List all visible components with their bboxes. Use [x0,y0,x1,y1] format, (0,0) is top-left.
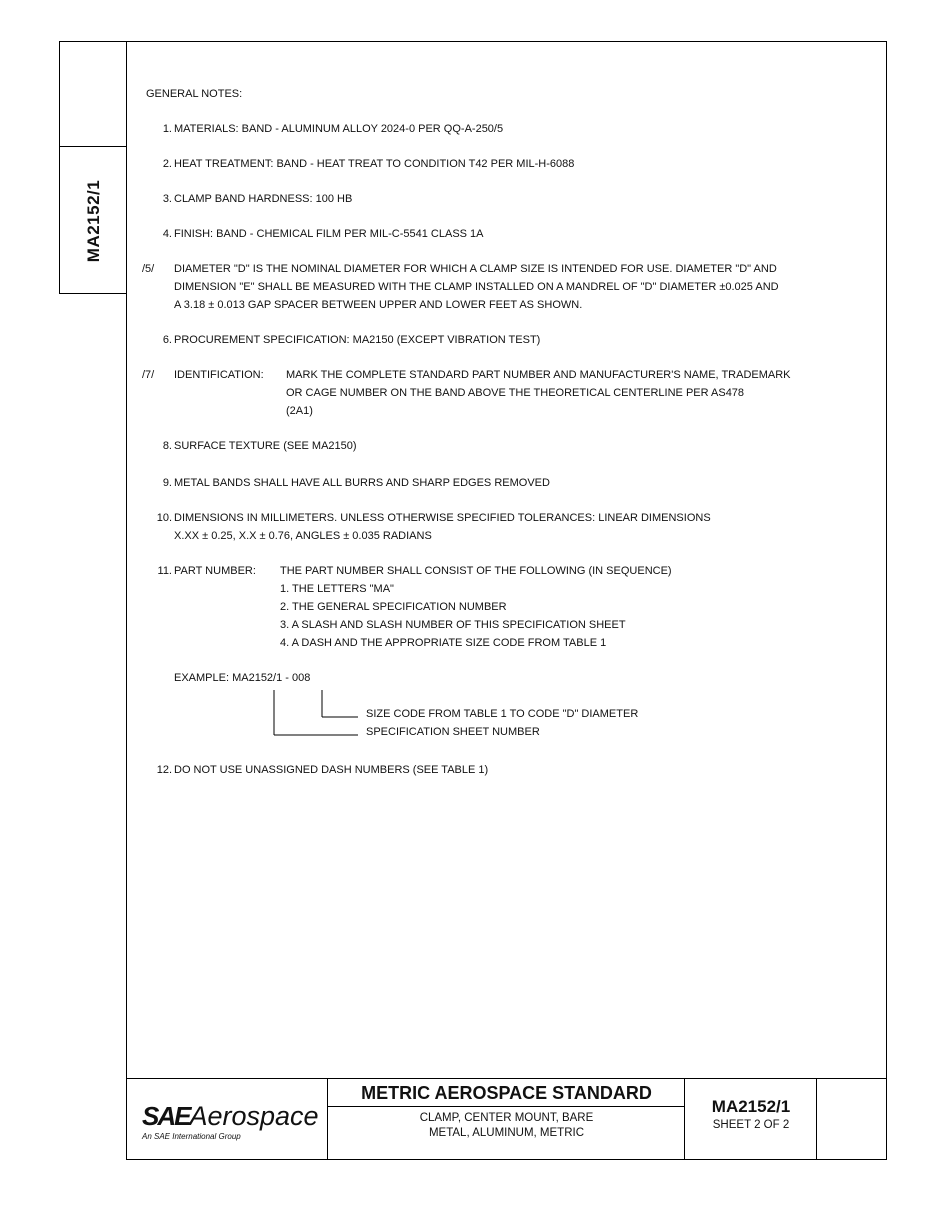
description-line: CLAMP, CENTER MOUNT, BARE [419,1112,594,1124]
note-text: FINISH: BAND - CHEMICAL FILM PER MIL-C-5541 CLASS 1A [174,228,484,240]
part-number-intro: THE PART NUMBER SHALL CONSIST OF THE FOLLOWING (IN SEQUENCE) [280,565,672,577]
note-number: 11. [157,565,172,577]
note-text-line: (2A1) [286,405,313,417]
note-flag-number: /7/ [142,369,155,381]
side-tab-doc-id: MA2152/1 [84,179,103,263]
note-number: 3. [162,193,172,205]
note-flag-number: /5/ [142,263,155,275]
note-text: PROCUREMENT SPECIFICATION: MA2150 (EXCEPT VIBRATION TEST) [174,334,541,346]
note-text: DO NOT USE UNASSIGNED DASH NUMBERS (SEE TABLE 1) [174,764,489,776]
identification-label: IDENTIFICATION: [174,369,264,381]
note-text-line: DIMENSION "E" SHALL BE MEASURED WITH THE CLAMP INSTALLED ON A MANDREL OF "D" DIAMETER ±0.025 AND [174,281,779,293]
sheet-number: SHEET 2 OF 2 [712,1119,790,1131]
note-number: 8. [162,440,172,452]
note-text-line: X.XX ± 0.25, X.X ± 0.76, ANGLES ± 0.035 RADIANS [174,530,432,542]
description-line: METAL, ALUMINUM, METRIC [428,1127,585,1139]
note-text-line: OR CAGE NUMBER ON THE BAND ABOVE THE THEORETICAL CENTERLINE PER AS478 [286,387,745,399]
sequence-item: 2. THE GENERAL SPECIFICATION NUMBER [280,601,507,613]
note-number: 1. [162,123,172,135]
title-block [126,1078,887,1160]
standard-title: METRIC AEROSPACE STANDARD [328,1083,685,1107]
note-text-line: A 3.18 ± 0.013 GAP SPACER BETWEEN UPPER AND LOWER FEET AS SHOWN. [174,299,583,311]
title-block-docid-cell [685,1079,817,1160]
sequence-item: 1. THE LETTERS "MA" [280,583,394,595]
note-text-line: DIAMETER "D" IS THE NOMINAL DIAMETER FOR WHICH A CLAMP SIZE IS INTENDED FOR USE. DIAMETER "D" AND [174,263,777,275]
sae-aerospace-logo [142,1101,319,1132]
title-block-logo-cell [126,1079,328,1160]
note-text: METAL BANDS SHALL HAVE ALL BURRS AND SHARP EDGES REMOVED [174,477,550,489]
note-number: 12. [156,764,172,776]
sheet-number-callout: SPECIFICATION SHEET NUMBER [366,726,540,738]
note-number: 4. [162,228,172,240]
sequence-item: 3. A SLASH AND SLASH NUMBER OF THIS SPECIFICATION SHEET [280,619,626,631]
standard-description [328,1111,685,1141]
sequence-item: 4. A DASH AND THE APPROPRIATE SIZE CODE FROM TABLE 1 [280,637,607,649]
notes-heading: GENERAL NOTES: [146,88,243,100]
note-number: 2. [162,158,172,170]
note-text-line: MARK THE COMPLETE STANDARD PART NUMBER AND MANUFACTURER'S NAME, TRADEMARK [286,369,791,381]
note-text: SURFACE TEXTURE (SEE MA2150) [174,440,357,452]
aerospace-logo-word: Aerospace [189,1101,319,1131]
note-text: MATERIALS: BAND - ALUMINUM ALLOY 2024-0 PER QQ-A-250/5 [174,123,504,135]
note-number: 10. [156,512,172,524]
note-number: 9. [162,477,172,489]
note-text-line: DIMENSIONS IN MILLIMETERS. UNLESS OTHERWISE SPECIFIED TOLERANCES: LINEAR DIMENSIONS [174,512,711,524]
part-number-example: EXAMPLE: MA2152/1 - 008 [174,672,311,684]
logo-tagline: An SAE International Group [142,1132,241,1141]
document-id: MA2152/1 [711,1097,791,1116]
title-block-title-cell [328,1079,685,1160]
title-block-blank-cell [817,1079,887,1160]
sae-logo-mark: SAE [142,1101,190,1131]
part-number-label: PART NUMBER: [174,565,256,577]
note-text: CLAMP BAND HARDNESS: 100 HB [174,193,353,205]
size-code-callout: SIZE CODE FROM TABLE 1 TO CODE "D" DIAMETER [366,708,639,720]
note-number: 6. [162,334,172,346]
note-text: HEAT TREATMENT: BAND - HEAT TREAT TO CONDITION T42 PER MIL-H-6088 [174,158,575,170]
